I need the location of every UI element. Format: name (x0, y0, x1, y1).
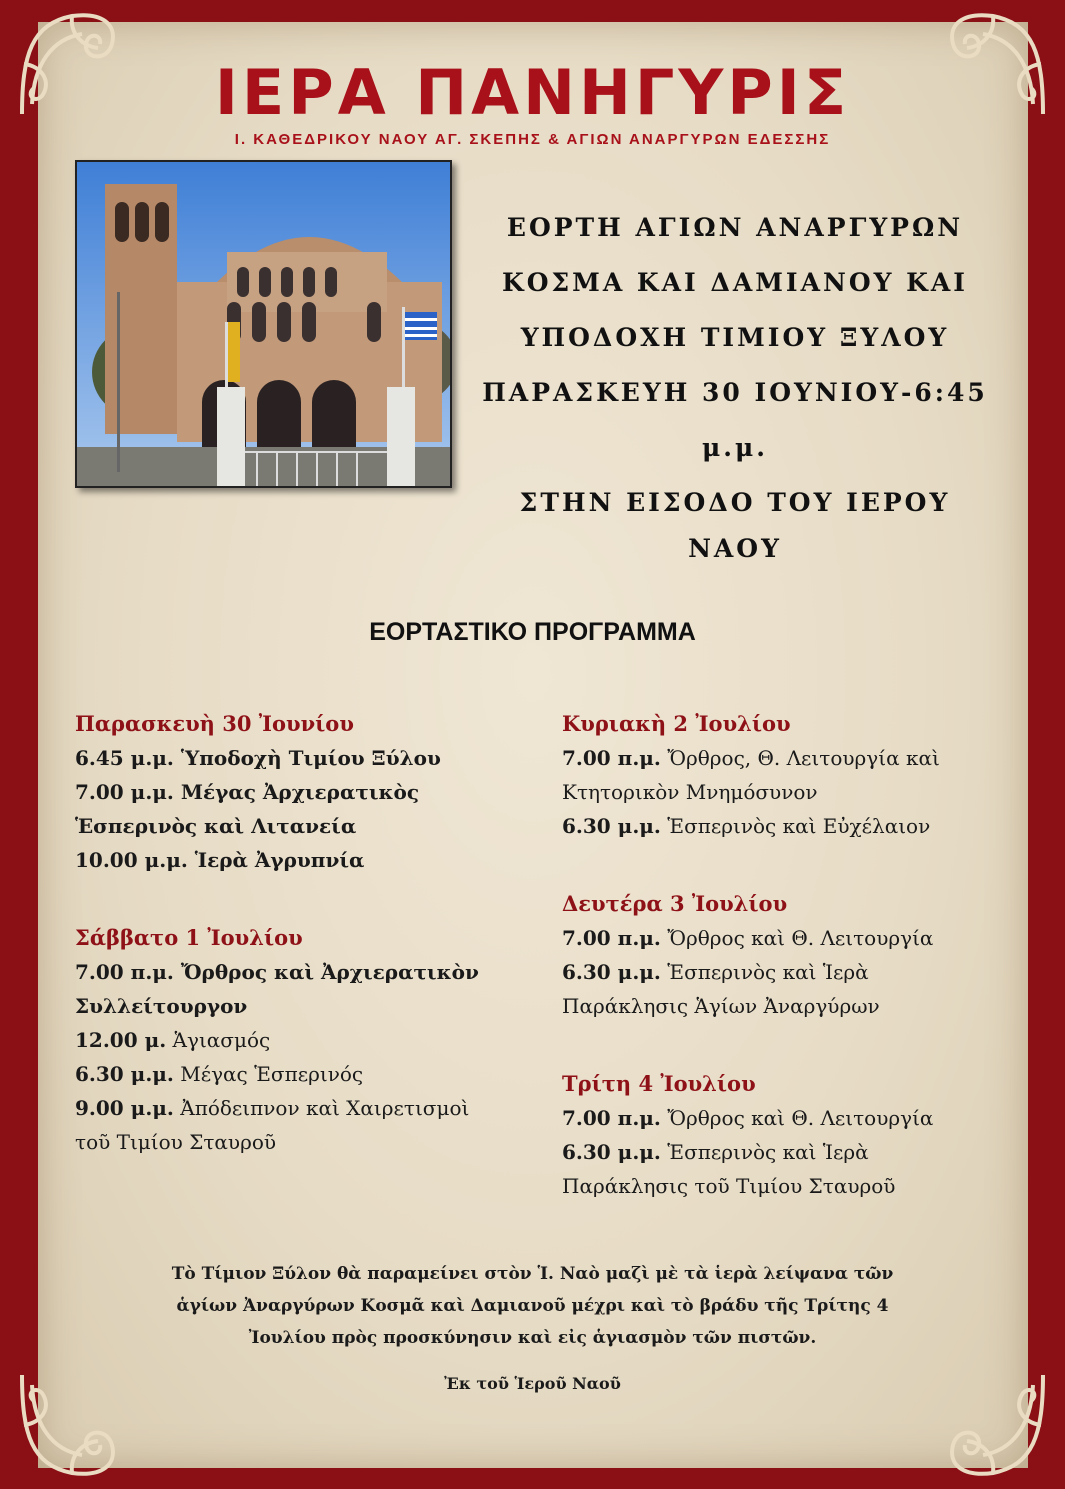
day-heading: Δευτέρα 3 Ἰουλίου (562, 891, 788, 916)
note-line: ἁγίων Ἀναργύρων Κοσμᾶ καὶ Δαμιανοῦ μέχρι καὶ τὸ βράδυ τῆς Τρίτης 4 (176, 1296, 889, 1316)
note-line: Ἰουλίου πρὸς προσκύνησιν καὶ εἰς ἁγιασμὸν τῶν πιστῶν. (248, 1328, 817, 1348)
program-right-column (562, 707, 1002, 1203)
schedule-line: 9.00 μ.μ. Ἀπόδειπνον καὶ Χαιρετισμοὶ (75, 1096, 470, 1120)
schedule-line: 7.00 π.μ. Ὄρθρος καὶ Θ. Λειτουργία (562, 1106, 934, 1130)
schedule-line: 12.00 μ. Ἁγιασμός (75, 1028, 271, 1052)
program-left-column (75, 707, 545, 1159)
schedule-line: Συλλείτουργον (75, 994, 248, 1018)
day-heading: Σάββατο 1 Ἰουλίου (75, 925, 303, 950)
schedule-line: 6.30 μ.μ. Ἑσπερινὸς καὶ Εὐχέλαιον (562, 814, 931, 838)
schedule-line: Ἑσπερινὸς καὶ Λιτανεία (75, 814, 357, 838)
feast-line: ΕΟΡΤΗ ΑΓΙΩΝ ΑΝΑΡΓΥΡΩΝ (506, 213, 964, 242)
feast-line: ΠΑΡΑΣΚΕΥΗ 30 ΙΟΥΝΙΟΥ-6:45 (482, 378, 988, 407)
schedule-line: 6.45 μ.μ. Ὑποδοχὴ Τιμίου Ξύλου (75, 746, 441, 770)
feast-line: μ.μ. (701, 433, 768, 462)
schedule-line: Παράκλησις τοῦ Τιμίου Σταυροῦ (562, 1174, 896, 1198)
schedule-line: 6.30 μ.μ. Ἑσπερινὸς καὶ Ἱερὰ (562, 960, 869, 984)
feast-line: ΥΠΟΔΟΧΗ ΤΙΜΙΟΥ ΞΥΛΟΥ (520, 323, 950, 352)
schedule-line: 7.00 π.μ. Ὄρθρος καὶ Ἀρχιερατικὸν (75, 960, 479, 984)
poster-title: ΙΕΡΑ ΠΑΝΗΓΥΡΙΣ (214, 56, 851, 129)
signature: Ἐκ τοῦ Ἱεροῦ Ναοῦ (444, 1374, 621, 1393)
day-heading: Τρίτη 4 Ἰουλίου (562, 1071, 756, 1096)
day-heading: Παρασκευὴ 30 Ἰουνίου (75, 711, 354, 736)
program-title: ΕΟΡΤΑΣΤΙΚΟ ΠΡΟΓΡΑΜΜΑ (369, 618, 696, 646)
note-line: Τὸ Τίμιον Ξύλον θὰ παραμείνει στὸν Ἱ. Ναὸ μαζὶ μὲ τὰ ἱερὰ λείψανα τῶν (171, 1264, 894, 1284)
schedule-line: 10.00 μ.μ. Ἱερὰ Ἀγρυπνία (75, 848, 365, 872)
feast-line: ΣΤΗΝ ΕΙΣΟΔΟ ΤΟΥ ΙΕΡΟΥ ΝΑΟΥ (519, 488, 951, 563)
schedule-line: Κτητορικὸν Μνημόσυνον (562, 780, 818, 804)
schedule-line: 6.30 μ.μ. Μέγας Ἑσπερινός (75, 1062, 364, 1086)
schedule-line: 7.00 π.μ. Ὄρθρος καὶ Θ. Λειτουργία (562, 926, 934, 950)
feast-line: ΚΟΣΜΑ ΚΑΙ ΔΑΜΙΑΝΟΥ ΚΑΙ (501, 268, 969, 297)
feast-announcement (470, 205, 1000, 563)
schedule-line: 6.30 μ.μ. Ἑσπερινὸς καὶ Ἱερὰ (562, 1140, 869, 1164)
schedule-line: 7.00 π.μ. Ὄρθρος, Θ. Λειτουργία καὶ (562, 746, 940, 770)
day-heading: Κυριακὴ 2 Ἰουλίου (562, 711, 791, 736)
poster-subtitle: Ι. ΚΑΘΕΔΡΙΚΟΥ ΝΑΟΥ ΑΓ. ΣΚΕΠΗΣ & ΑΓΙΩΝ ΑΝΑΡΓΥΡΩΝ ΕΔΕΣΣΗΣ (234, 131, 831, 148)
relic-note (120, 1258, 945, 1354)
schedule-line: Παράκλησις Ἁγίων Ἀναργύρων (562, 994, 880, 1018)
schedule-line: τοῦ Τιμίου Σταυροῦ (75, 1130, 277, 1154)
schedule-line: 7.00 μ.μ. Μέγας Ἀρχιερατικὸς (75, 780, 420, 804)
church-photo (75, 160, 452, 488)
